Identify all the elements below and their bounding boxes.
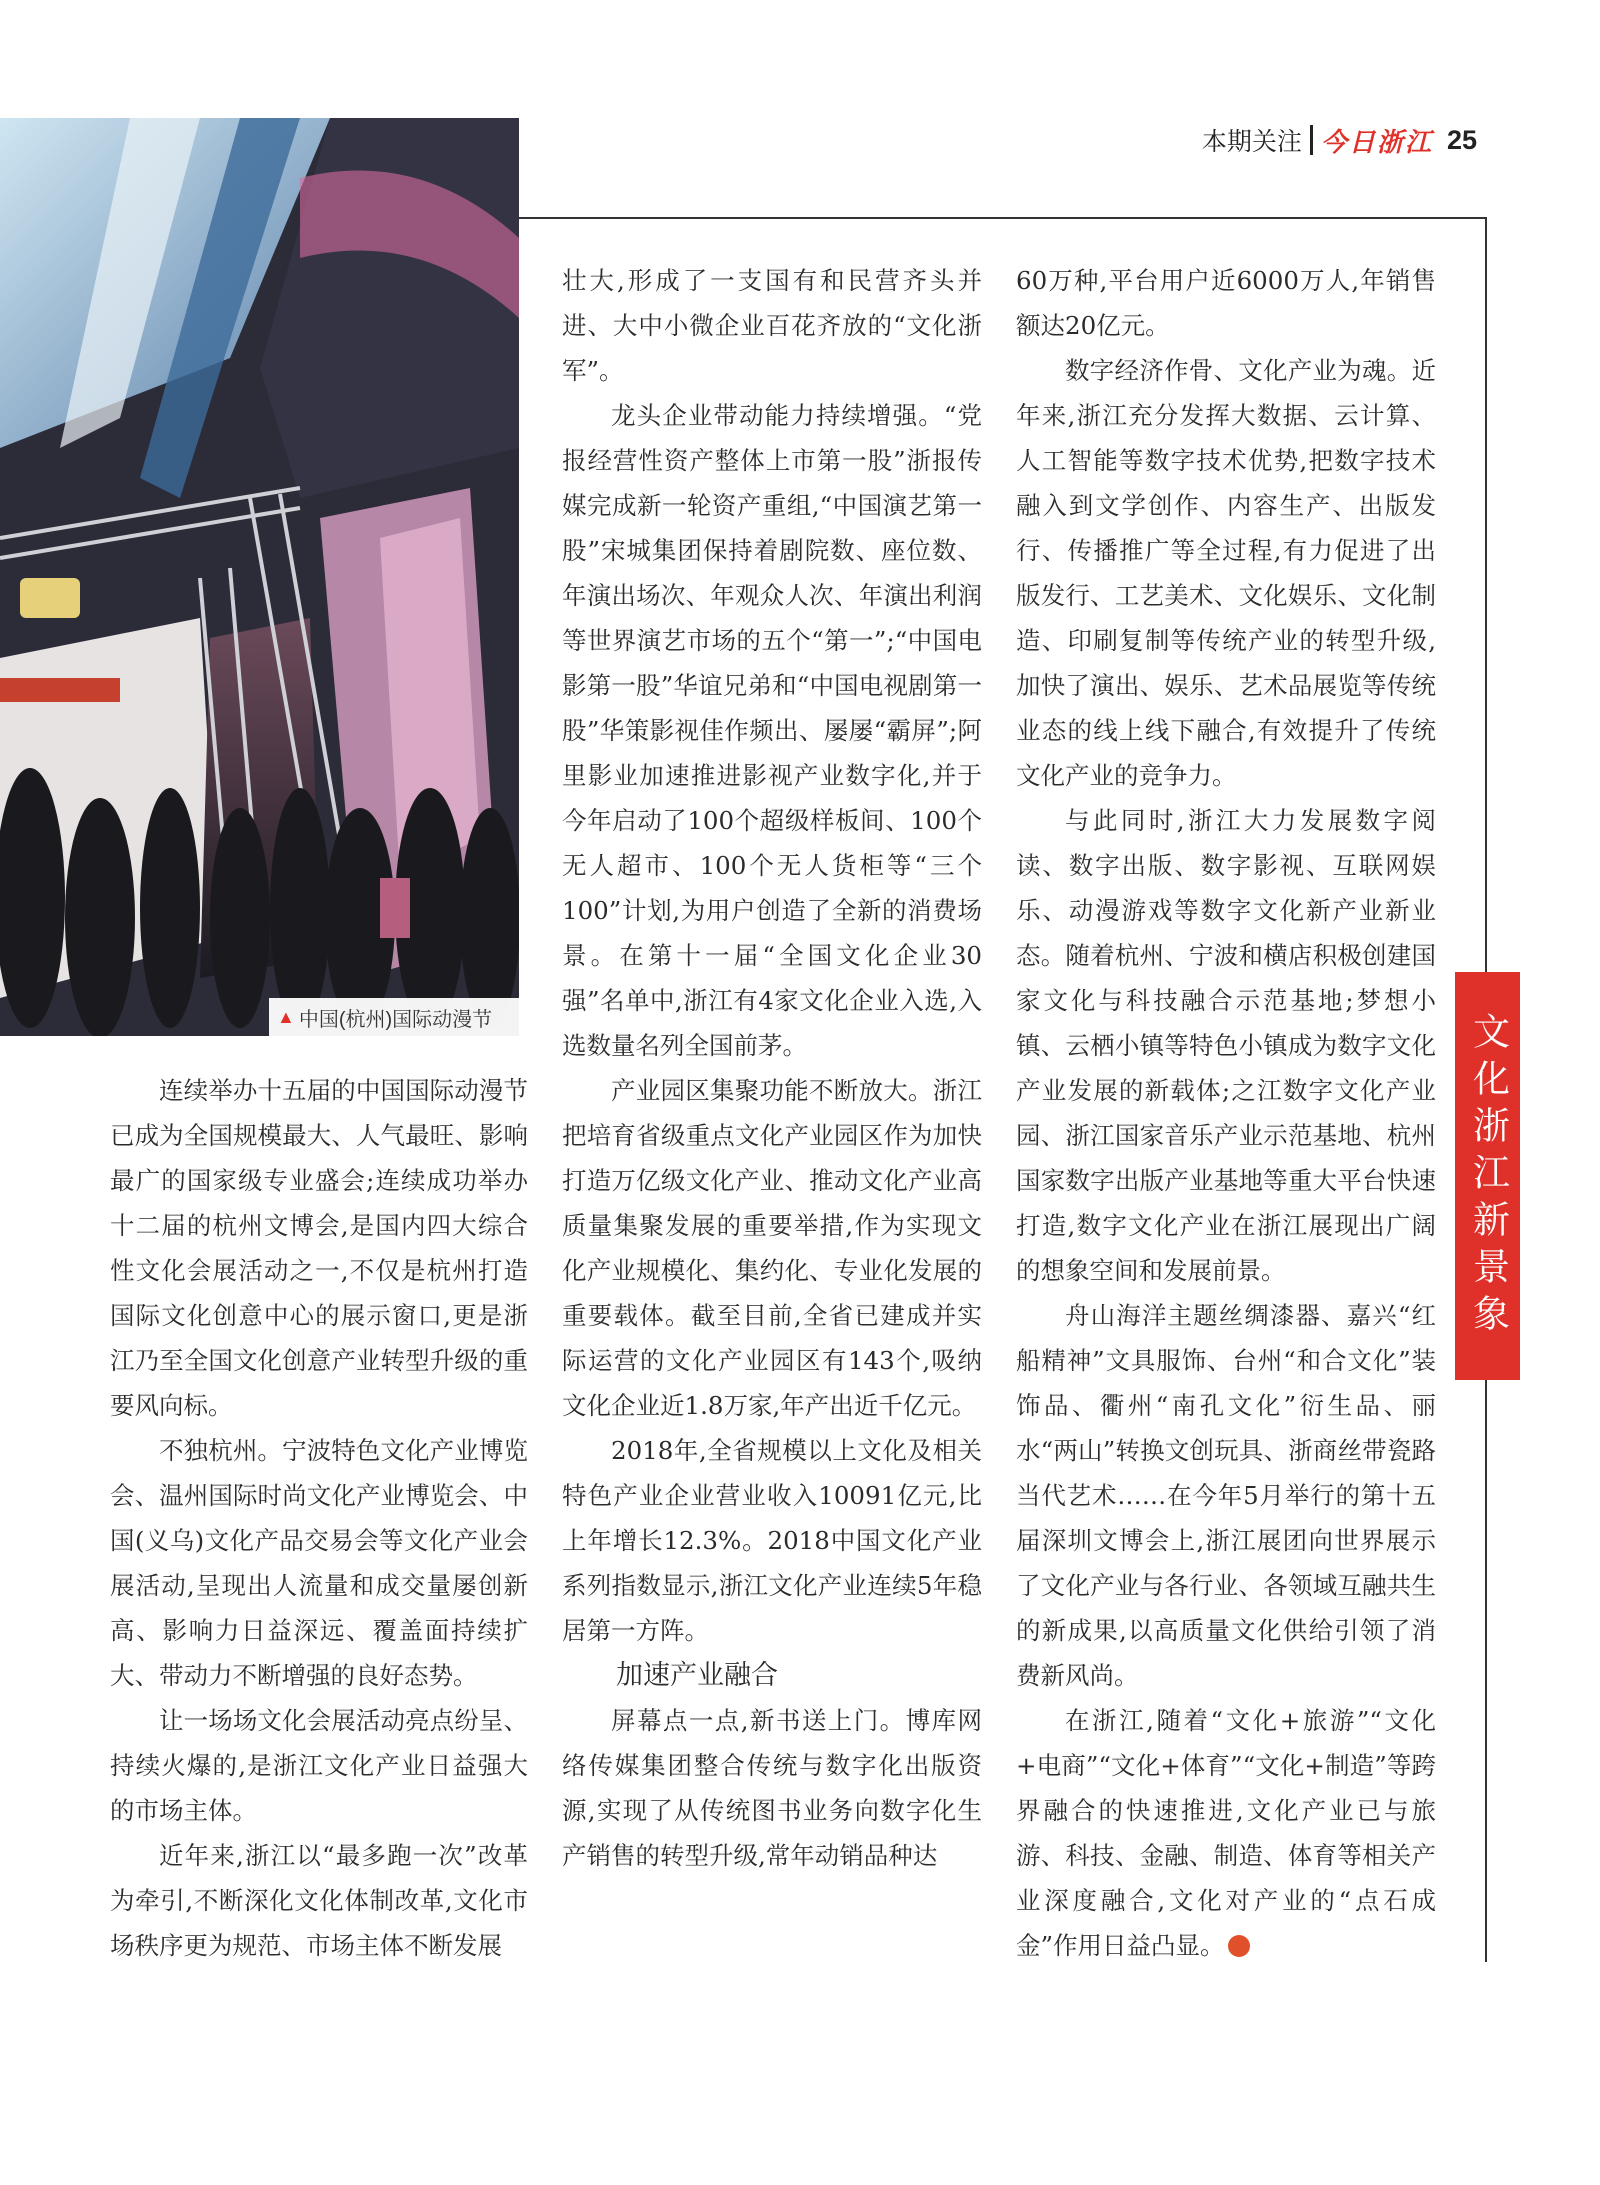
caption-triangle-icon: ▲ — [277, 1006, 295, 1027]
paragraph: 屏幕点一点,新书送上门。博库网络传媒集团整合传统与数字化出版资源,实现了从传统图书业务向数字化生产销售的转型升级,常年动销品种达 — [562, 1706, 982, 1870]
paragraph-continued: 壮大,形成了一支国有和民营齐头并进、大中小微企业百花齐放的“文化浙军”。 — [562, 266, 982, 385]
paragraph: 让一场场文化会展活动亮点纷呈、持续火爆的,是浙江文化产业日益强大的市场主体。 — [110, 1706, 528, 1825]
section-label: 本期关注 — [1201, 128, 1302, 156]
header-divider — [1310, 125, 1313, 155]
paragraph: 与此同时,浙江大力发展数字阅读、数字出版、数字影视、互联网娱乐、动漫游戏等数字文化新产业新业态。随着杭州、宁波和横店积极创建国家文化与科技融合示范基地;梦想小镇、云栖小镇等特色小镇成为数字文化产业发展的新载体;之江数字文化产业园、浙江国家音乐产业示范基地、杭州国家数字出版产业基地等重大平台快速打造,数字文化产业在浙江展现出广阔的想象空间和发展前景。 — [1016, 806, 1436, 1285]
photo-caption-text: 中国(杭州)国际动漫节 — [298, 1008, 493, 1031]
paragraph: 龙头企业带动能力持续增强。“党报经营性资产整体上市第一股”浙报传媒完成新一轮资产重组,“中国演艺第一股”宋城集团保持着剧院数、座位数、年演出场次、年观众人次、年演出利润等世界演艺市场的五个“第一”;“中国电影第一股”华谊兄弟和“中国电视剧第一股”华策影视佳作频出、屡屡“霸屏”;阿里影业加速推进影视产业数字化,并于今年启动了100个超级样板间、100个无人超市、100个无人货柜等“三个100”计划,为用户创造了全新的消费场景。在第十一届“全国文化企业30强”名单中,浙江有4家文化企业入选,入选数量名列全国前茅。 — [562, 401, 982, 1060]
page-header — [1202, 120, 1477, 160]
column-3 — [1016, 258, 1436, 1968]
paragraph-last — [1016, 1698, 1436, 1968]
column-1 — [110, 1068, 528, 1968]
section-side-tab — [1455, 972, 1520, 1380]
section-subheading: 加速产业融合 — [616, 1660, 778, 1690]
end-mark-icon — [1228, 1935, 1250, 1957]
paragraph: 连续举办十五届的中国国际动漫节已成为全国规模最大、人气最旺、影响最广的国家级专业盛会;连续成功举办十二届的杭州文博会,是国内四大综合性文化会展活动之一,不仅是杭州打造国际文化创意中心的展示窗口,更是浙江乃至全国文化创意产业转型升级的重要风向标。 — [110, 1076, 528, 1420]
paragraph: 2018年,全省规模以上文化及相关特色产业企业营业收入10091亿元,比上年增长12.3%。2018中国文化产业系列指数显示,浙江文化产业连续5年稳居第一方阵。 — [562, 1436, 982, 1645]
expo-photo — [0, 118, 519, 1036]
paragraph: 不独杭州。宁波特色文化产业博览会、温州国际时尚文化产业博览会、中国(义乌)文化产品交易会等文化产业会展活动,呈现出人流量和成交量屡创新高、影响力日益深远、覆盖面持续扩大、带动力不断增强的良好态势。 — [110, 1436, 528, 1690]
paragraph: 近年来,浙江以“最多跑一次”改革为牵引,不断深化文化体制改革,文化市场秩序更为规范、市场主体不断发展 — [110, 1841, 528, 1960]
paragraph-continued: 60万种,平台用户近6000万人,年销售额达20亿元。 — [1016, 266, 1436, 340]
top-rule — [519, 217, 1487, 219]
last-paragraph-text: 在浙江,随着“文化+旅游”“文化+电商”“文化+体育”“文化+制造”等跨界融合的快速推进,文化产业已与旅游、科技、金融、制造、体育等相关产业深度融合,文化对产业的“点石成金”作用日益凸显。 — [1016, 1706, 1436, 1960]
side-tab-label: 文化浙江新景象 — [1466, 1011, 1510, 1341]
magazine-logo: 今日浙江 — [1320, 127, 1433, 158]
paragraph: 数字经济作骨、文化产业为魂。近年来,浙江充分发挥大数据、云计算、人工智能等数字技术优势,把数字技术融入到文学创作、内容生产、出版发行、传播推广等全过程,有力促进了出版发行、工艺美术、文化娱乐、文化制造、印刷复制等传统产业的转型升级,加快了演出、娱乐、艺术品展览等传统业态的线上线下融合,有效提升了传统文化产业的竞争力。 — [1016, 356, 1436, 790]
column-2 — [562, 258, 982, 1878]
paragraph: 产业园区集聚功能不断放大。浙江把培育省级重点文化产业园区作为加快打造万亿级文化产业、推动文化产业高质量集聚发展的重要举措,作为实现文化产业规模化、集约化、专业化发展的重要载体。截至目前,全省已建成并实际运营的文化产业园区有143个,吸纳文化企业近1.8万家,年产出近千亿元。 — [562, 1076, 982, 1420]
page-number: 25 — [1446, 124, 1477, 155]
photo-caption — [269, 998, 519, 1036]
paragraph: 舟山海洋主题丝绸漆器、嘉兴“红船精神”文具服饰、台州“和合文化”装饰品、衢州“南孔文化”衍生品、丽水“两山”转换文创玩具、浙商丝带瓷路当代艺术……在今年5月举行的第十五届深圳文博会上,浙江展团向世界展示了文化产业与各行业、各领域互融共生的新成果,以高质量文化供给引领了消费新风尚。 — [1016, 1301, 1436, 1690]
